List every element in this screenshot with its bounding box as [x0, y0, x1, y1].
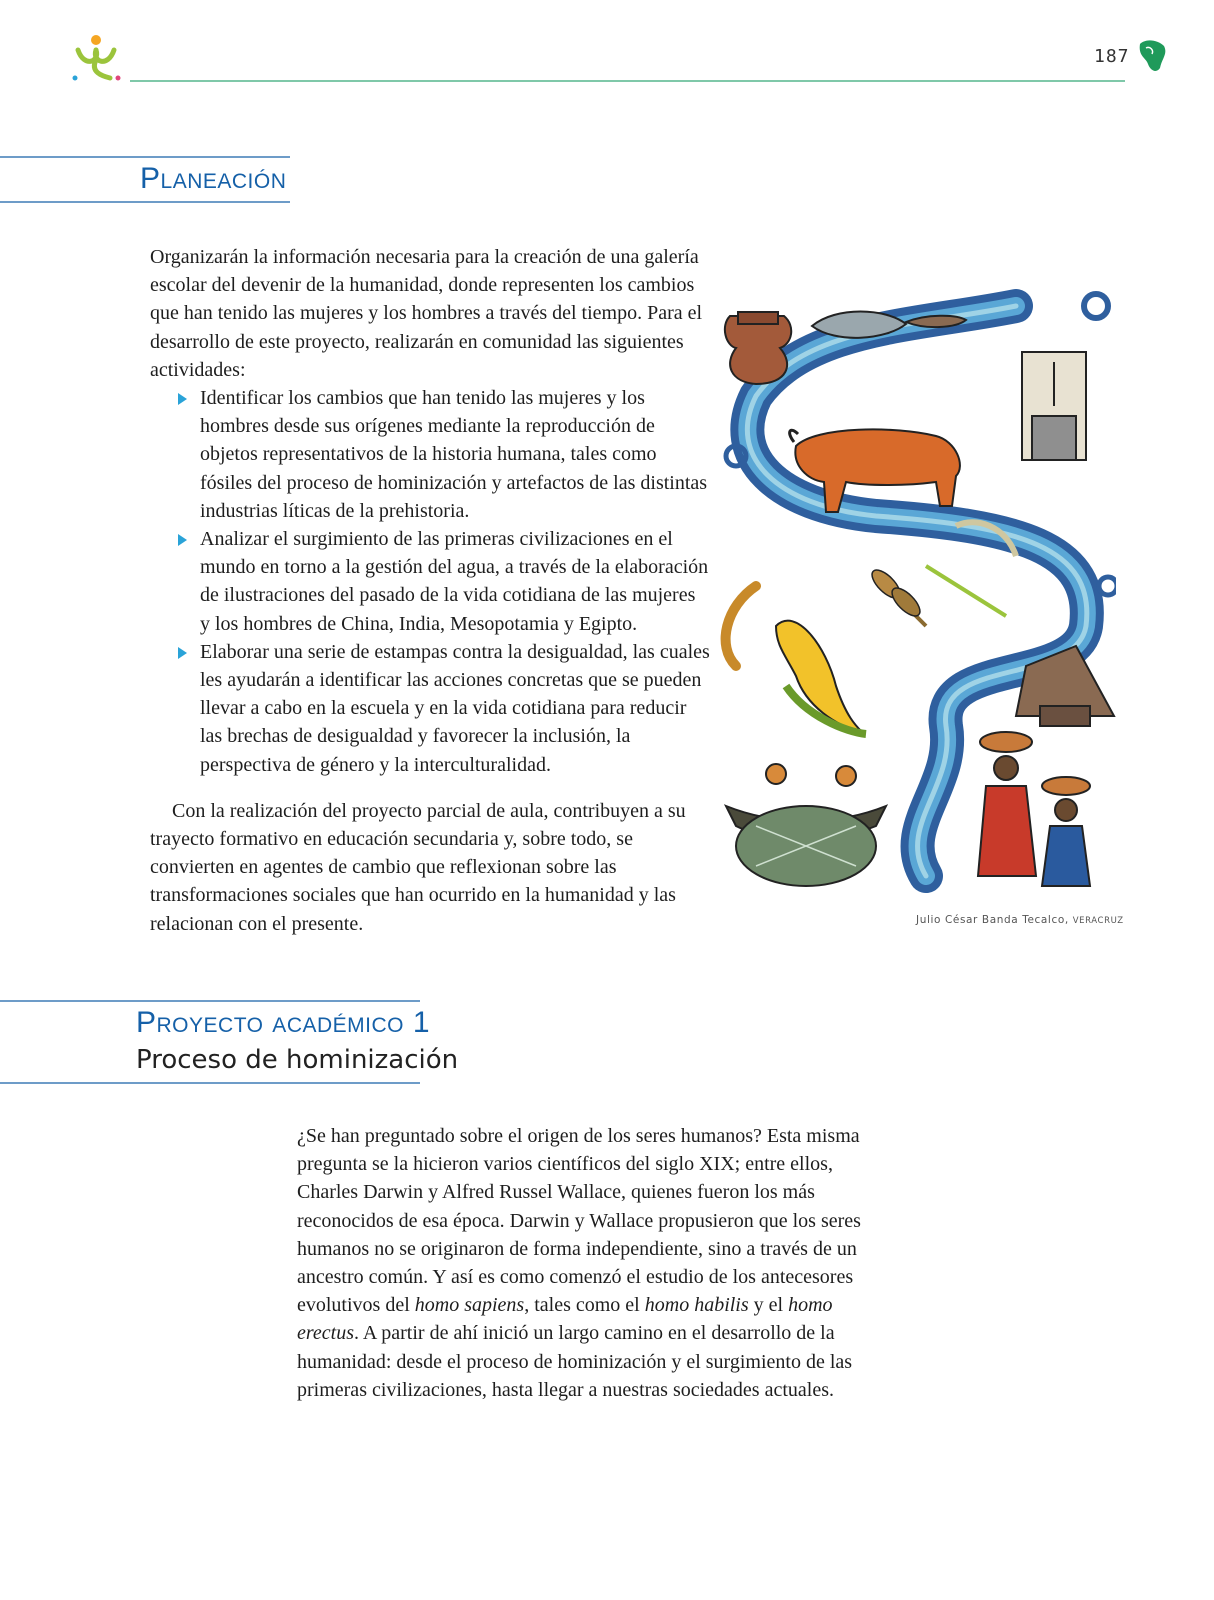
list-item-text: Analizar el surgimiento de las primeras civilizaciones en el mundo en torno a la gestión del agua, a través de la elaboración de ilustraciones del pasado de la vida cotidiana de las mujeres y los hombres de China, India, Mesopotamia y Egipto.	[200, 528, 709, 635]
page-number: 187	[1094, 46, 1130, 67]
section-rule-top	[0, 1000, 420, 1002]
section-title-proyecto: Proyecto académico 1	[136, 1006, 431, 1039]
proyecto-text-1: ¿Se han preguntado sobre el origen de los seres humanos? Esta misma pregunta se la hicieron varios científicos del siglo XIX; entre ellos, Charles Darwin y Alfred Russel Wallace, quienes fueron los más reconocidos de esa época. Darwin y Wallace propusieron que los seres humanos no se originaron de forma independiente, sino a través de un ancestro común. Y así es como comenzó el estudio de los antecesores evolutivos del	[297, 1125, 861, 1317]
caption-author: Julio César Banda Tecalco,	[916, 914, 1069, 926]
caption-state: VERACRUZ	[1072, 916, 1124, 926]
term-homo-habilis: homo habilis	[644, 1294, 749, 1317]
section-title-planeacion: Planeación	[140, 162, 287, 195]
list-item	[150, 638, 710, 779]
bullet-triangle-icon	[178, 647, 187, 659]
list-item	[150, 525, 710, 638]
planeacion-closing: Con la realización del proyecto parcial de aula, contribuyen a su trayecto formativo en educación secundaria y, sobre todo, se convierten en agentes de cambio que reflexionan sobre las transformaciones sociales que han ocurrido en la humanidad y las relacionan con el presente.	[150, 799, 686, 935]
proyecto-text-4: . A partir de ahí inició un largo camino en el desarrollo de la humanidad: desde el proceso de hominización y el surgimiento de las primeras civilizaciones, hasta llegar a nuestras sociedades actuales.	[297, 1322, 853, 1401]
proyecto-body	[297, 1122, 895, 1404]
history-illustration	[716, 286, 1116, 906]
term-homo-sapiens: homo sapiens	[414, 1294, 525, 1317]
header-rule	[130, 80, 1125, 82]
section-rule-bottom	[0, 201, 290, 203]
map-shape-icon	[1136, 38, 1168, 74]
bullet-triangle-icon	[178, 393, 187, 405]
term-homo-erectus: homo erectus	[297, 1294, 833, 1345]
proyecto-text-3: y el	[753, 1294, 784, 1317]
bullet-triangle-icon	[178, 534, 187, 546]
proyecto-text-2: , tales como el	[524, 1294, 640, 1317]
activities-list	[150, 384, 710, 779]
section-subtitle: Proceso de hominización	[136, 1045, 459, 1075]
list-item	[150, 384, 710, 525]
list-item-text: Elaborar una serie de estampas contra la desigualdad, las cuales les ayudarán a identificar las acciones concretas que se pueden llevar a cabo en la escuela y en la vida cotidiana para reducir las brechas de desigualdad y favorecer la inclusión, la perspectiva de género y la interculturalidad.	[200, 640, 710, 776]
program-logo-icon	[70, 32, 126, 88]
section-rule-bottom	[0, 1082, 420, 1084]
section-rule-top	[0, 156, 290, 158]
illustration-caption	[916, 914, 1124, 926]
planeacion-body	[150, 243, 710, 938]
planeacion-intro: Organizarán la información necesaria para la creación de una galería escolar del devenir de la humanidad, donde representen los cambios que han tenido las mujeres y los hombres a través del tiempo. Para el desarrollo de este proyecto, realizarán en comunidad las siguientes actividades:	[150, 246, 703, 381]
list-item-text: Identificar los cambios que han tenido las mujeres y los hombres desde sus orígenes mediante la reproducción de objetos representativos de la historia humana, tales como fósiles del proceso de hominización y artefactos de las distintas industrias líticas de la prehistoria.	[200, 387, 708, 522]
